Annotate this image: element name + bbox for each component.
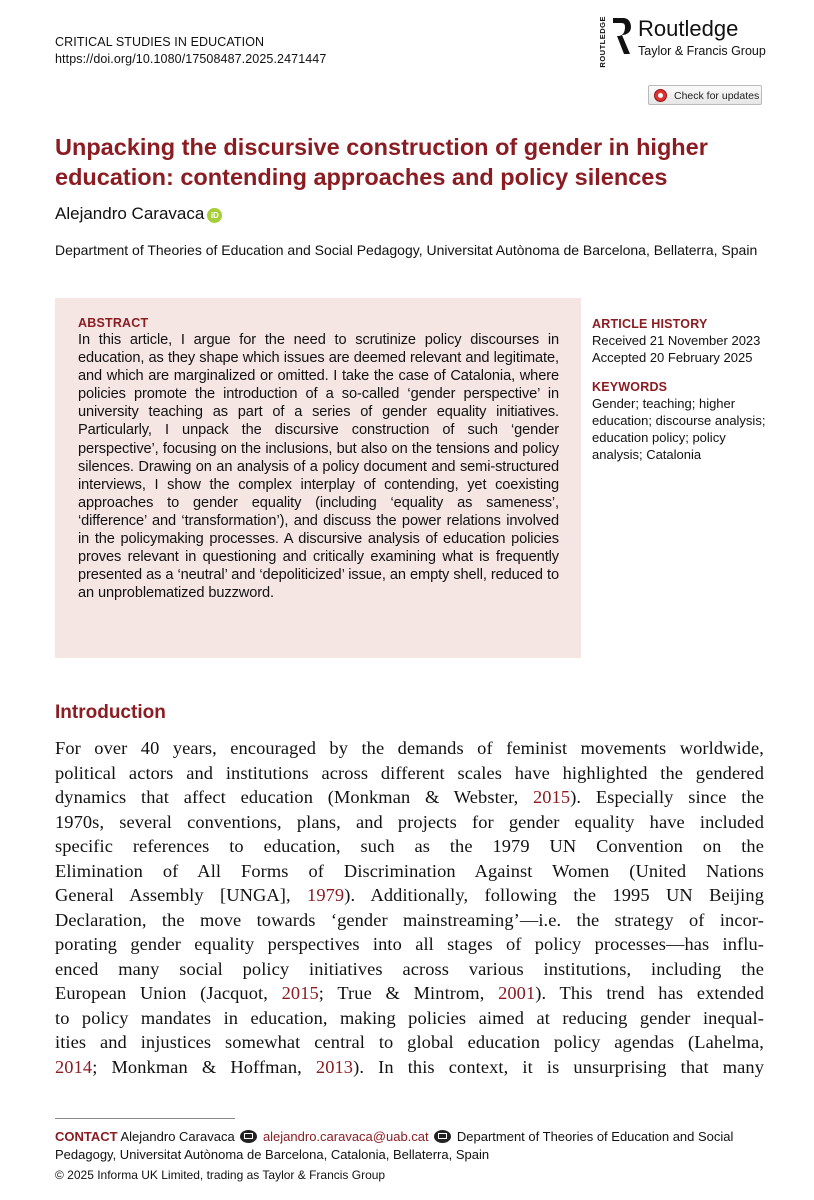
publisher-vertical-text: ROUTLEDGE [598, 16, 607, 68]
body-line: dynamics that affect education (Monkman & Webster, 2015). Especially since the [55, 787, 765, 807]
body-line: For over 40 years, encouraged by the demands of feminist movements worldwide, [55, 738, 764, 758]
check-for-updates-label: Check for updates [674, 90, 760, 102]
body-line: specific references to education, such as the 1979 UN Convention on the [55, 836, 764, 856]
routledge-mark-icon [610, 16, 632, 56]
citation-link[interactable]: 2013 [315, 1056, 354, 1077]
contact-block [55, 1128, 765, 1164]
body-line: 1970s, several conventions, plans, and projects for gender equality have included [55, 811, 764, 832]
body-line: to policy mandates in education, making policies aimed at reducing gender inequal- [55, 1007, 764, 1028]
keywords-heading: KEYWORDS [592, 380, 668, 394]
article-title: Unpacking the discursive construction of gender in higher education: contending approaches and policy silences [55, 134, 708, 190]
email-icon [240, 1130, 257, 1143]
body-line: ities and injustices somewhat central to global education policy agendas (Lahelma, [55, 1032, 764, 1052]
body-line: General Assembly [UNGA], 1979). Additionally, following the 1995 UN Beijing [55, 885, 764, 905]
contact-name: Alejandro Caravaca [120, 1129, 235, 1144]
author-name[interactable]: Alejandro Caravaca [55, 204, 205, 223]
publisher-logo [598, 14, 768, 68]
publisher-name: Routledge [638, 16, 739, 41]
check-for-updates-button[interactable] [648, 85, 762, 105]
body-line: enced many social policy initiatives across various institutions, including the [55, 958, 764, 979]
article-sidebar [592, 317, 772, 463]
body-line: political actors and institutions across different scales have highlighted the gendered [55, 762, 764, 783]
abstract-heading: ABSTRACT [78, 316, 149, 330]
abstract-text: In this article, I argue for the need to scrutinize policy discourses in education, as they shape which issues are deemed relevant and legitimate, and which are marginalized or omitted. I take the case of Catalonia, where policies promote the introduction of a so-called ‘gender perspective’ in university teaching as part of a series of gender equality initiatives. Particularly, I unpack the discursive construction of such ‘gender perspective’, focusing on the inclusions, but also on the tensions and policy silences. Drawing on an analysis of a policy document and semi-structured interviews, I show the complex interplay of contending, yet coexisting approaches to gender equality (including ‘equality as sameness’, ‘difference’ and ‘transformation’), and discuss the power relations involved in the policymaking processes. A discursive analysis of education policies proves relevant in questioning and critically examining what is frequently presented as a ‘neutral’ and ‘depoliticized’ issue, an empty shell, reduced to an unproblematized buzzword. [78, 332, 559, 602]
abstract-box [55, 298, 581, 658]
citation-link[interactable]: 2014 [55, 1056, 93, 1077]
crossmark-icon [654, 89, 667, 102]
introduction-body [55, 736, 764, 1079]
body-line: Declaration, the move towards ‘gender mainstreaming’—i.e. the strategy of incor- [55, 909, 764, 930]
body-line: porating gender equality perspectives into all stages of policy processes—has influ- [55, 934, 764, 954]
received-date: Received 21 November 2023 [592, 333, 761, 348]
introduction-heading: Introduction [55, 702, 166, 723]
footnote-divider [55, 1118, 235, 1119]
copyright: © 2025 Informa UK Limited, trading as Taylor & Francis Group [55, 1168, 386, 1182]
accepted-date: Accepted 20 February 2025 [592, 350, 753, 365]
body-line: Elimination of All Forms of Discrimination Against Women (United Nations [55, 860, 764, 881]
contact-label: CONTACT [55, 1129, 118, 1144]
citation-link[interactable]: 2001 [498, 983, 536, 1003]
body-line: 2014; Monkman & Hoffman, 2013). In this context, it is unsurprising that many [55, 1056, 764, 1077]
citation-link[interactable]: 2015 [533, 787, 571, 807]
doi-link[interactable]: https://doi.org/10.1080/17508487.2025.2471447 [55, 52, 327, 66]
article-history-heading: ARTICLE HISTORY [592, 317, 708, 331]
journal-name: CRITICAL STUDIES IN EDUCATION [55, 35, 265, 49]
citation-link[interactable]: 2015 [281, 983, 319, 1003]
body-line: European Union (Jacquot, 2015; True & Mintrom, 2001). This trend has extended [55, 983, 764, 1003]
mail-address-icon [434, 1130, 451, 1143]
orcid-icon[interactable]: iD [207, 208, 222, 223]
author-line [55, 203, 222, 225]
journal-header [55, 34, 326, 68]
keywords-text: Gender; teaching; higher education; discourse analysis; education policy; policy analysis; Catalonia [592, 396, 766, 462]
affiliation: Department of Theories of Education and Social Pedagogy, Universitat Autònoma de Barcelona, Bellaterra, Spain [55, 242, 758, 258]
contact-email-link[interactable]: alejandro.caravaca@uab.cat [262, 1129, 429, 1144]
citation-link[interactable]: 1979 [307, 885, 345, 905]
contact-address: Department of Theories of Education and Social Pedagogy, Universitat Autònoma de Barcelona, Catalonia, Bellaterra, Spain [55, 1129, 734, 1162]
publisher-group: Taylor & Francis Group [638, 44, 766, 58]
